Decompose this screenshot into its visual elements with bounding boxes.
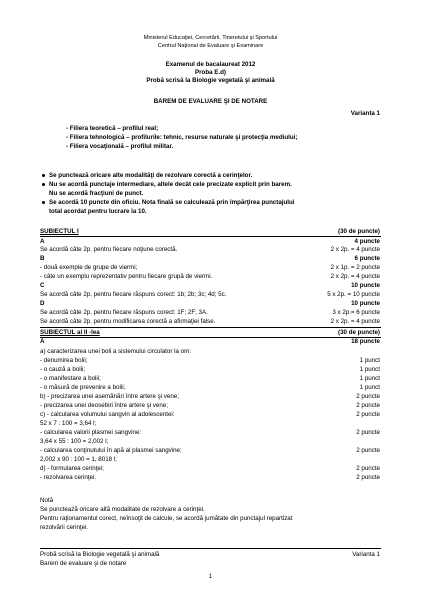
s2-row-label: - rezolvarea cerinţei. — [40, 474, 97, 481]
s2-row-label: - precizarea unei deosebiri între artere şi vene; — [40, 402, 168, 409]
barem-title: BAREM DE EVALUARE ŞI DE NOTARE — [153, 98, 268, 105]
varianta-label: Varianta 1 — [350, 110, 380, 117]
s2-row-points: 2 puncte — [356, 465, 380, 472]
nota-line: rezolvării cerinţei. — [40, 524, 89, 531]
s2-row-label: - denumirea bolii; — [40, 357, 88, 364]
s2-row-points: 1 punct — [359, 375, 380, 382]
s1-row-points: 5 x 2p. = 10 puncte — [327, 291, 380, 298]
nota-line: Se punctează oricare altă modalitate de rezolvare a cerinţei. — [40, 506, 205, 513]
section-rule — [40, 327, 381, 328]
dash-icon: - — [66, 143, 70, 150]
s2-row-points: 2 puncte — [356, 393, 380, 400]
s2-row-label: c) - calcularea volumului sangvin al adolescentei: — [40, 411, 175, 418]
s2-row-points: 2 puncte — [356, 447, 380, 454]
footer-rule — [40, 548, 381, 549]
dash-icon: - — [66, 134, 70, 141]
footer-barem: Barem de evaluare şi de notare — [40, 560, 127, 567]
s2-row-label: b) - precizarea unei asemănări între artere şi vene; — [40, 393, 179, 400]
s1-row-label: - două exemple de grupe de viermi; — [40, 264, 138, 271]
s2-row-label: - o măsură de prevenire a bolii; — [40, 384, 126, 391]
footer-varianta: Varianta 1 — [352, 551, 380, 558]
s1-row-points: 2 x 2p. = 4 puncte — [330, 273, 380, 280]
exam-subject: Probă scrisă la Biologie vegetală şi animală — [146, 77, 275, 84]
exam-proba: Proba E.d) — [195, 69, 226, 76]
s1-row-label: Se acordă câte 2p. pentru fiecare răspuns corect: 1b; 2b; 3c; 4d; 5c. — [40, 291, 227, 298]
s1-row-label: Se acordă câte 2p. pentru fiecare noţiune corectă. — [40, 246, 178, 253]
s1-row-points: 10 puncte — [351, 300, 380, 307]
s2-row-label: 2,002 x 90 : 100 = 1, 8018 l; — [40, 456, 117, 463]
s1-row-label: C — [40, 282, 45, 289]
subject-2-a-label: A — [40, 338, 45, 345]
s1-row-label: Se acordă câte 2p. pentru modificarea corectă a afirmaţiei false. — [40, 318, 216, 325]
s2-row-label: - o manifestare a bolii; — [40, 375, 101, 382]
s2-row-points: 2 puncte — [356, 411, 380, 418]
s2-row-points: 2 puncte — [356, 429, 380, 436]
s1-row-label: Se acordă câte 2p. pentru fiecare răspuns corect: 1F; 2F; 3A. — [40, 309, 208, 316]
s2-row-label: 52 x 7 : 100 = 3,64 l; — [40, 420, 97, 427]
rule-item: Se acordă 10 puncte din oficiu. Nota finală se calculează prin împărţirea punctajului — [42, 199, 295, 207]
s2-row-label: d) - formularea cerinţei; — [40, 465, 104, 472]
bullet-icon — [42, 174, 45, 177]
page-number: 1 — [208, 573, 213, 580]
bullet-icon — [42, 201, 45, 204]
filiera-item: - Filiera teoretică – profilul real; — [66, 125, 159, 132]
filiera-item: - Filiera tehnologică – profilurile: tehnic, resurse naturale şi protecţia mediului; — [66, 134, 298, 141]
subject-2-points: (30 de puncte) — [338, 329, 380, 336]
s1-row-points: 2 x 2p. = 4 puncte — [330, 246, 380, 253]
s1-row-points: 6 puncte — [354, 255, 380, 262]
s1-row-label: B — [40, 255, 45, 262]
center-header: Centrul Naţional de Evaluare şi Examinare — [157, 43, 264, 49]
s2-row-label: - o cauză a bolii; — [40, 366, 86, 373]
subject-2-title: SUBIECTUL al II -lea — [40, 329, 100, 336]
subject-1-points: (30 de puncte) — [338, 228, 380, 235]
s2-row-label: - calcularea valorii plasmei sangvine: — [40, 429, 142, 436]
s2-row-points: 2 puncte — [356, 402, 380, 409]
s1-row-points: 3 x 2p.= 6 puncte — [332, 309, 380, 316]
s2-row-points: 1 punct — [359, 366, 380, 373]
s2-row-label: a) caracterizarea unei boli a sistemului circulator la om: — [40, 348, 191, 355]
s2-row-label: 3,64 x 55 : 100 = 2,002 l; — [40, 438, 109, 445]
rule-item: Se punctează oricare alte modalităţi de rezolvare corectă a cerinţelor. — [42, 172, 252, 180]
subject-2-a-points: 18 puncte — [351, 338, 380, 345]
nota-line: Pentru raţionamentul corect, neînsoţit de calcule, se acordă jumătate din punctajul repartizat — [40, 515, 293, 522]
s1-row-label: D — [40, 300, 45, 307]
s2-row-points: 2 puncte — [356, 474, 380, 481]
s2-row-label: - calcularea conţinutului în apă al plasmei sangvine; — [40, 447, 182, 454]
s1-row-points: 4 puncte — [354, 238, 380, 245]
exam-title: Examenul de bacalaureat 2012 — [165, 61, 256, 68]
s1-row-points: 2 x 1p. = 2 puncte — [330, 264, 380, 271]
bullet-icon — [42, 183, 45, 186]
s2-row-points: 1 punct — [359, 384, 380, 391]
rule-item: Nu se acordă punctaje intermediare, altele decât cele precizate explicit prin barem. — [42, 181, 292, 189]
section-rule — [40, 236, 381, 237]
dash-icon: - — [66, 125, 70, 132]
s1-row-points: 10 puncte — [351, 282, 380, 289]
subject-1-title: SUBIECTUL I — [40, 228, 79, 235]
nota-title: Notă — [40, 497, 54, 504]
filiera-item: - Filiera vocaţională – profilul militar. — [66, 143, 174, 150]
s1-row-label: - câte un exemplu reprezentativ pentru fiecare grupă de viermi. — [40, 273, 213, 280]
rule-item-cont: Nu se acordă fracţiuni de punct. — [49, 190, 144, 197]
s1-row-label: A — [40, 238, 45, 245]
s2-row-points: 1 punct — [359, 357, 380, 364]
rule-item-cont: total acordat pentru lucrare la 10. — [49, 208, 147, 215]
footer-subject: Probă scrisă la Biologie vegetală şi animală — [40, 551, 160, 558]
s1-row-points: 2 x 2p. = 4 puncte — [330, 318, 380, 325]
ministry-header: Ministerul Educaţiei, Cercetării, Tineretului şi Sportului — [143, 35, 278, 41]
